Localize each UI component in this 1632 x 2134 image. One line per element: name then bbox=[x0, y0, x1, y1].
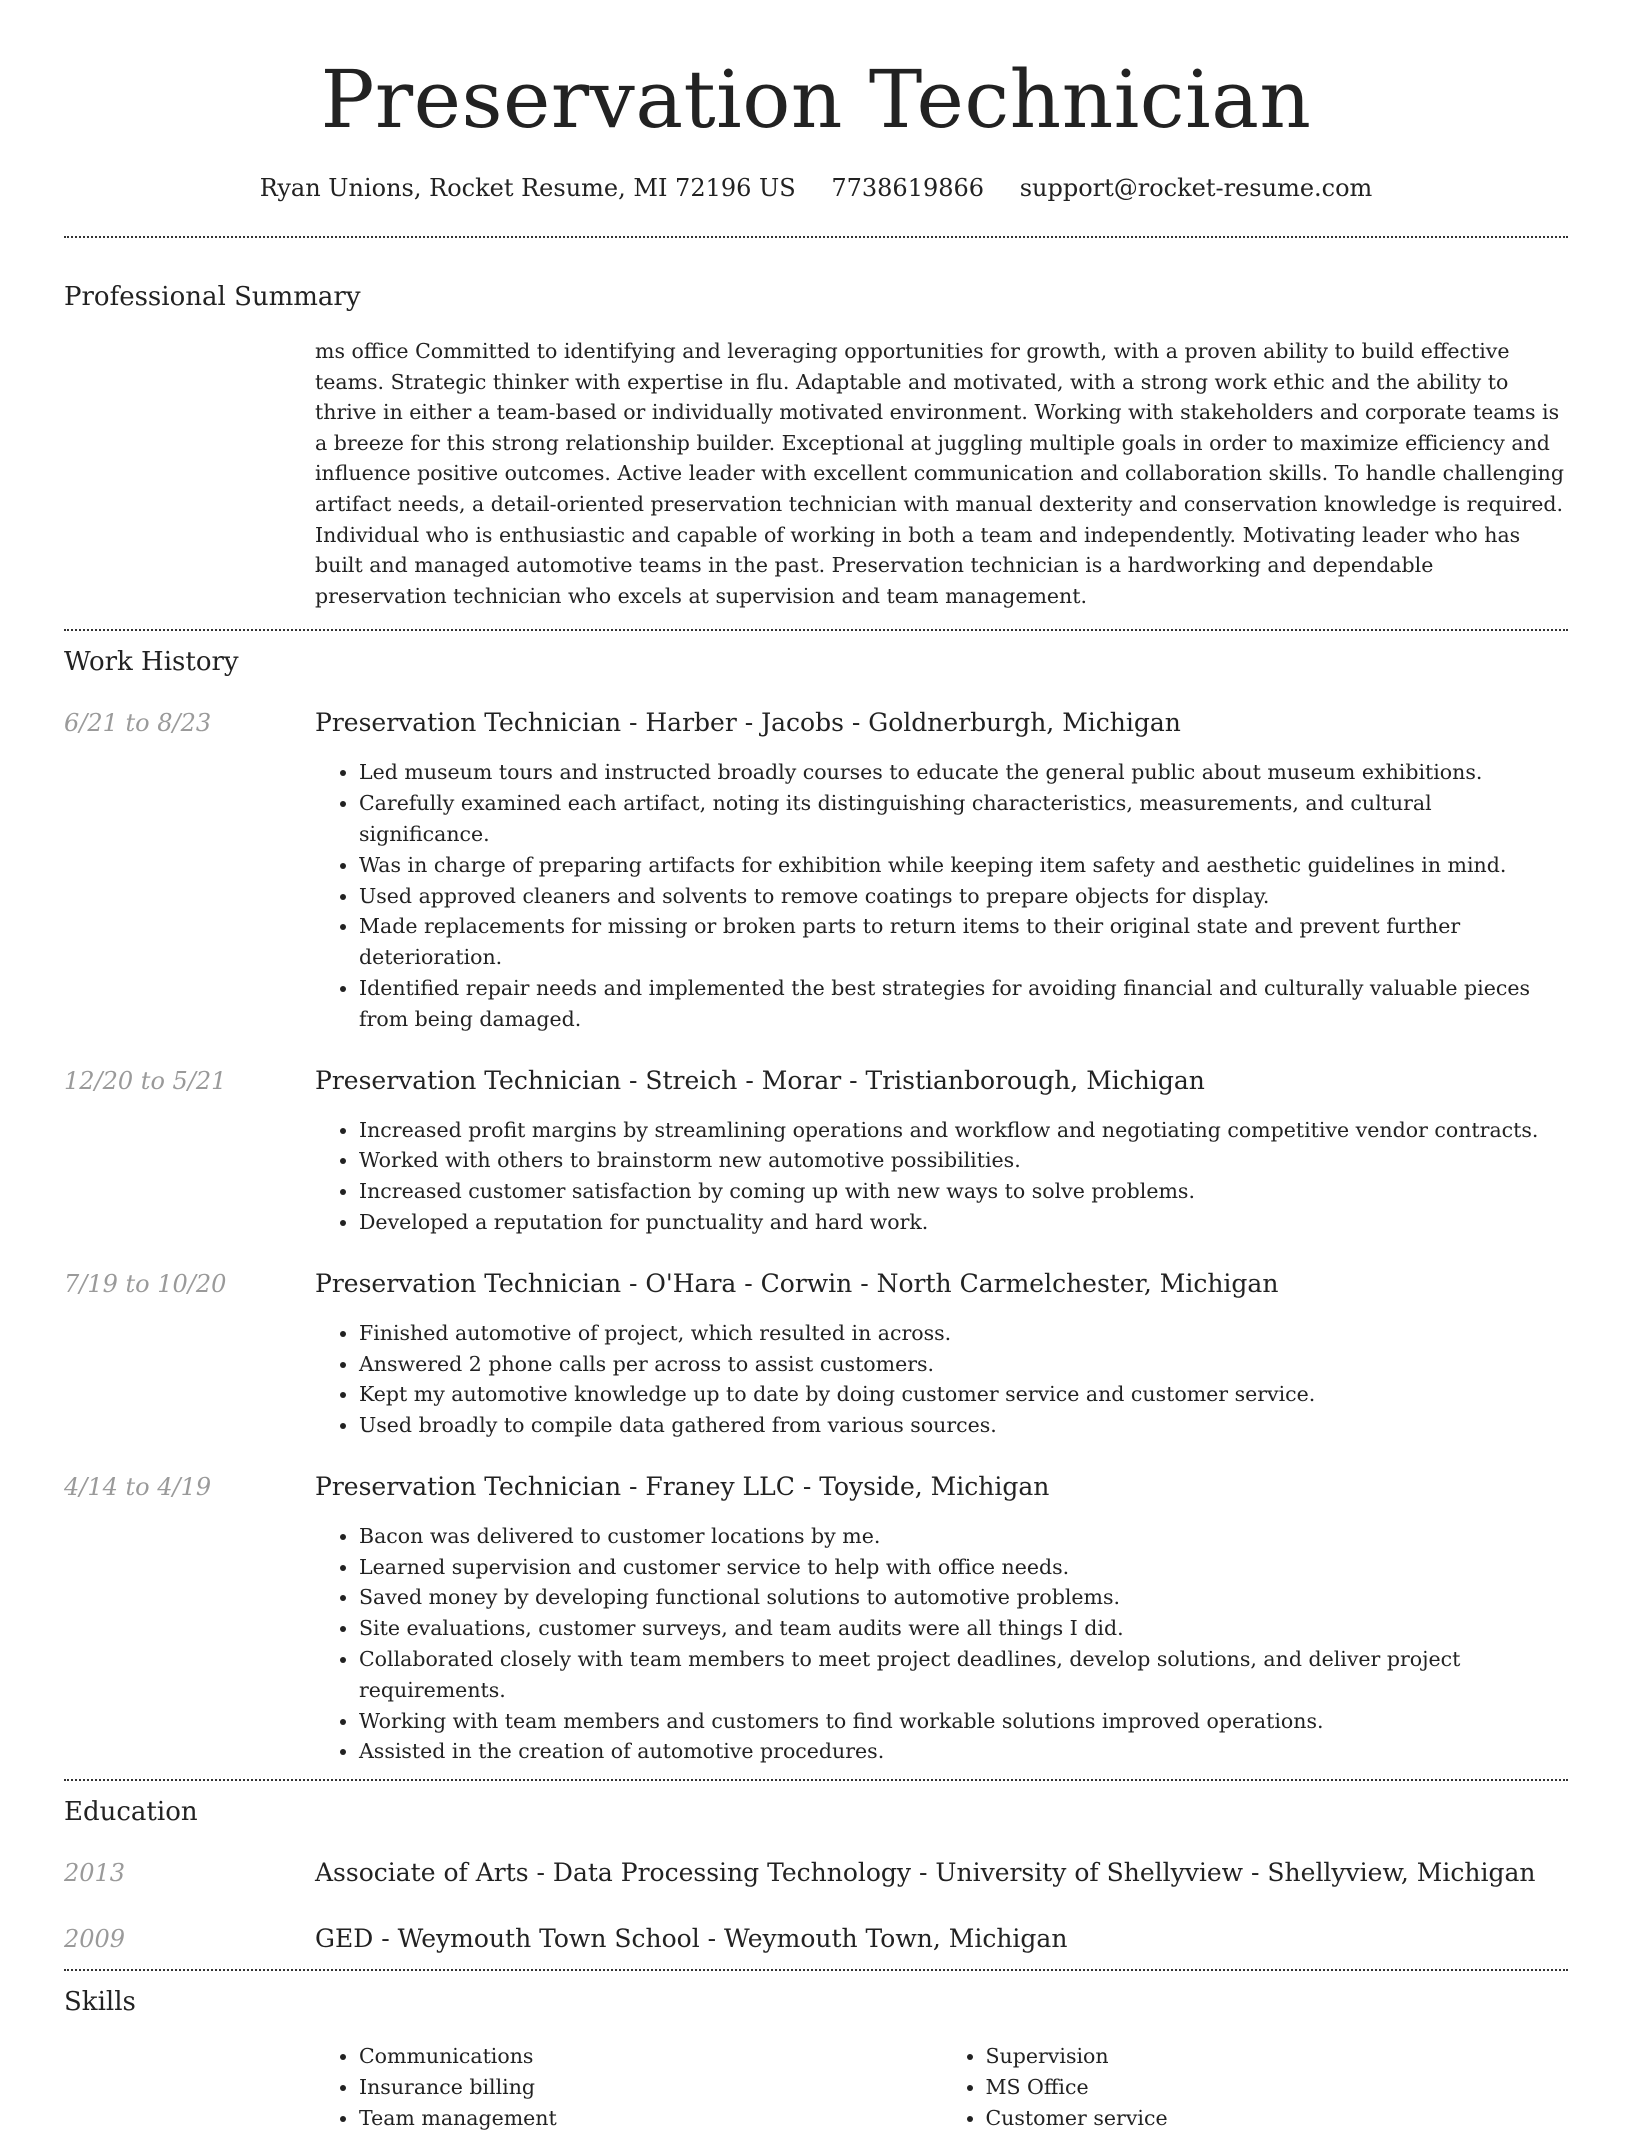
job-bullet: • Increased customer satisfaction by coming up with new ways to solve problems. bbox=[359, 1176, 1568, 1207]
job-bullet: • Worked with others to brainstorm new automotive possibilities. bbox=[359, 1145, 1568, 1176]
job-bullets bbox=[315, 1318, 1568, 1441]
contact-email: support@rocket-resume.com bbox=[1019, 174, 1373, 202]
job-bullet: • Kept my automotive knowledge up to date by doing customer service and customer service. bbox=[359, 1379, 1568, 1410]
section-divider bbox=[64, 1969, 1568, 1971]
skills-column-right bbox=[942, 2041, 1569, 2133]
contact-address: Ryan Unions, Rocket Resume, MI 72196 US bbox=[259, 174, 796, 202]
job-dates: 7/19 to 10/20 bbox=[64, 1269, 227, 1298]
summary-section-title: Professional Summary bbox=[64, 282, 361, 312]
job-dates: 6/21 to 8/23 bbox=[64, 709, 212, 738]
job-entry bbox=[64, 1471, 1568, 1767]
job-bullets bbox=[315, 757, 1568, 1034]
skills-list bbox=[315, 2041, 1568, 2133]
job-bullets bbox=[315, 1521, 1568, 1767]
job-bullet: • Developed a reputation for punctuality and hard work. bbox=[359, 1207, 1568, 1238]
job-bullet: • Working with team members and customers to find workable solutions improved operations. bbox=[359, 1706, 1568, 1737]
contact-phone: 7738619866 bbox=[831, 174, 985, 202]
job-dates: 4/14 to 4/19 bbox=[64, 1472, 212, 1501]
job-bullet: • Assisted in the creation of automotive procedures. bbox=[359, 1736, 1568, 1767]
skill-item: • Supervision bbox=[986, 2041, 1569, 2072]
job-bullet: • Used approved cleaners and solvents to remove coatings to prepare objects for display. bbox=[359, 881, 1568, 912]
job-heading: Preservation Technician - O'Hara - Corwin - North Carmelchester, Michigan bbox=[315, 1268, 1279, 1298]
skill-item: • Insurance billing bbox=[359, 2072, 942, 2103]
education-heading: Associate of Arts - Data Processing Technology - University of Shellyview - Shellyview, Michigan bbox=[315, 1858, 1536, 1888]
job-bullet: • Answered 2 phone calls per across to assist customers. bbox=[359, 1349, 1568, 1380]
education-section-title: Education bbox=[64, 1797, 198, 1828]
contact-line bbox=[64, 174, 1568, 202]
education-year: 2009 bbox=[64, 1925, 126, 1954]
job-bullet: • Made replacements for missing or broken parts to return items to their original state and prevent further deterioration. bbox=[359, 911, 1568, 973]
job-bullet: • Carefully examined each artifact, noting its distinguishing characteristics, measurements, and cultural significance. bbox=[359, 788, 1568, 850]
job-bullet: • Increased profit margins by streamlining operations and workflow and negotiating competitive vendor contracts. bbox=[359, 1115, 1568, 1146]
section-divider bbox=[64, 629, 1568, 631]
job-bullet: • Finished automotive of project, which resulted in across. bbox=[359, 1318, 1568, 1349]
job-bullet: • Collaborated closely with team members to meet project deadlines, develop solutions, and deliver project requirements. bbox=[359, 1644, 1568, 1706]
job-entry bbox=[64, 707, 1568, 1034]
education-section bbox=[64, 1797, 1568, 1969]
job-bullet: • Led museum tours and instructed broadly courses to educate the general public about museum exhibitions. bbox=[359, 757, 1568, 788]
skill-item: • Customer service bbox=[986, 2103, 1569, 2134]
education-entry bbox=[64, 1857, 1568, 1889]
job-bullets bbox=[315, 1115, 1568, 1238]
job-bullet: • Bacon was delivered to customer locations by me. bbox=[359, 1521, 1568, 1552]
job-entry bbox=[64, 1268, 1568, 1441]
work-history-section bbox=[64, 647, 1568, 1779]
job-bullet: • Was in charge of preparing artifacts for exhibition while keeping item safety and aesthetic guidelines in mind. bbox=[359, 850, 1568, 881]
section-divider bbox=[64, 236, 1568, 238]
job-bullet: • Saved money by developing functional solutions to automotive problems. bbox=[359, 1582, 1568, 1613]
job-heading: Preservation Technician - Harber - Jacobs - Goldnerburgh, Michigan bbox=[315, 708, 1181, 738]
job-heading: Preservation Technician - Franey LLC - Toyside, Michigan bbox=[315, 1471, 1050, 1501]
resume-title: Preservation Technician bbox=[320, 53, 1312, 146]
section-divider bbox=[64, 1779, 1568, 1781]
skill-item: • MS Office bbox=[986, 2072, 1569, 2103]
summary-text: ms office Committed to identifying and leveraging opportunities for growth, with a proven ability to build effective teams. Strategic thinker with expertise in flu. Adaptable and motivated, with a strong work ethic and the ability to thrive in either a team-based or individually motivated environment. Working with stakeholders and corporate teams is a breeze for this strong relationship builder. Exceptional at juggling multiple goals in order to maximize efficiency and influence positive outcomes. Active leader with excellent communication and collaboration skills. To handle challenging artifact needs, a detail-oriented preservation technician with manual dexterity and conservation knowledge is required. Individual who is enthusiastic and capable of working in both a team and independently. Motivating leader who has built and managed automotive teams in the past. Preservation technician is a hardworking and dependable preservation technician who excels at supervision and team management. bbox=[315, 339, 1564, 608]
skills-section-title: Skills bbox=[64, 1987, 136, 2018]
job-bullet: • Site evaluations, customer surveys, and team audits were all things I did. bbox=[359, 1613, 1568, 1644]
skill-item: • Communications bbox=[359, 2041, 942, 2072]
education-heading: GED - Weymouth Town School - Weymouth Town, Michigan bbox=[315, 1924, 1068, 1954]
job-dates: 12/20 to 5/21 bbox=[64, 1066, 227, 1095]
job-entry bbox=[64, 1065, 1568, 1238]
job-bullet: • Used broadly to compile data gathered from various sources. bbox=[359, 1410, 1568, 1441]
education-year: 2013 bbox=[64, 1859, 126, 1888]
job-bullet: • Learned supervision and customer service to help with office needs. bbox=[359, 1552, 1568, 1583]
job-bullet: • Identified repair needs and implemented the best strategies for avoiding financial and culturally valuable pieces from being damaged. bbox=[359, 973, 1568, 1035]
skill-item: • Team management bbox=[359, 2103, 942, 2134]
work-history-section-title: Work History bbox=[64, 647, 239, 678]
education-entry bbox=[64, 1923, 1568, 1955]
job-heading: Preservation Technician - Streich - Morar - Tristianborough, Michigan bbox=[315, 1065, 1205, 1095]
skills-column-left bbox=[315, 2041, 942, 2133]
